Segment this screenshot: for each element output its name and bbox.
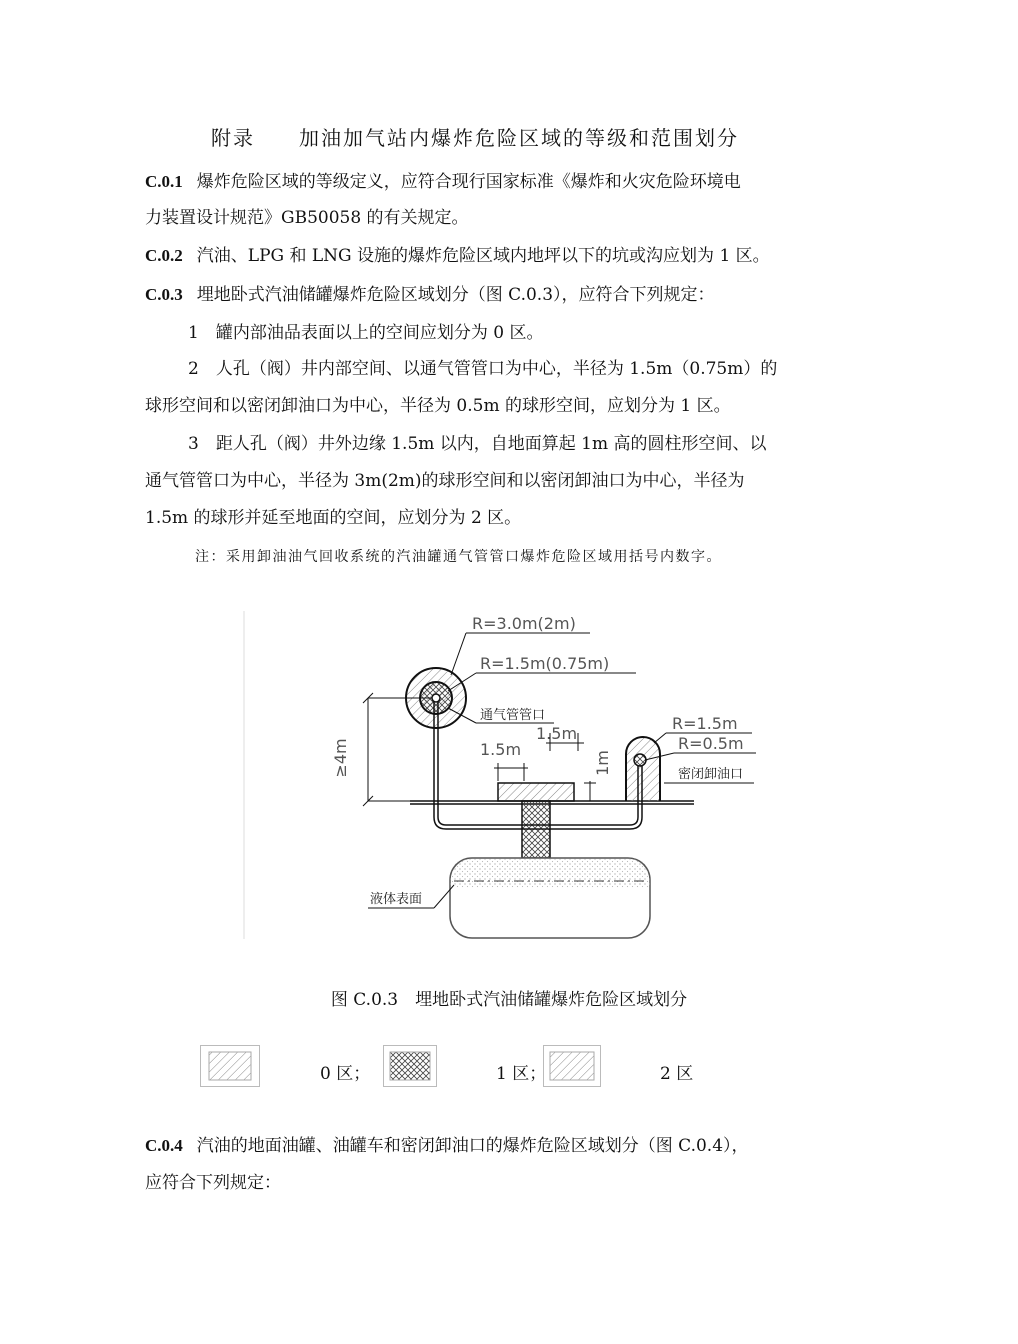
clause-c03-note: 注：采用卸油油气回收系统的汽油罐通气管管口爆炸危险区域用括号内数字。 — [195, 549, 722, 565]
tank-body — [450, 858, 650, 938]
height1-label: 1m — [593, 750, 612, 776]
clause-number: C.0.1 — [145, 172, 183, 191]
legend-zone1: 1 区； — [496, 1064, 547, 1084]
clause-c03-item1: 1 罐内部油品表面以上的空间应划分为 0 区。 — [188, 323, 544, 343]
legend-swatch-zone2 — [543, 1045, 601, 1087]
manhole-zone — [498, 783, 574, 801]
unload-label: 密闭卸油口 — [678, 767, 744, 782]
width2-label: 1.5m — [536, 724, 578, 743]
r15-label: R=1.5m(0.75m) — [480, 654, 610, 673]
clause-c04-line2: 应符合下列规定： — [145, 1173, 281, 1193]
clause-c03-line1: C.0.3 埋地卧式汽油储罐爆炸危险区域划分（图 C.0.3），应符合下列规定： — [145, 285, 715, 305]
vent-label: 通气管管口 — [480, 708, 546, 723]
clause-c03-item2-line2: 球形空间和以密闭卸油口为中心，半径为 0.5m 的球形空间，应划分为 1 区。 — [145, 396, 731, 416]
clause-c02: C.0.2 汽油、LPG 和 LNG 设施的爆炸危险区域内地坪以下的坑或沟应划为 1 区。 — [145, 246, 770, 266]
clause-c03-item2-line1: 2 人孔（阀）井内部空间、以通气管管口为中心，半径为 1.5m（0.75m）的 — [188, 359, 778, 379]
r3-label: R=3.0m(2m) — [472, 614, 576, 633]
r15b-label: R=1.5m — [672, 714, 738, 733]
unload-port-zones — [626, 737, 660, 817]
clause-c01-line1: C.0.1 爆炸危险区域的等级定义，应符合现行国家标准《爆炸和火灾危险环境电 — [145, 172, 741, 192]
height-label: ≥4m — [331, 738, 350, 778]
clause-c03-item3-line3: 1.5m 的球形并延至地面的空间，应划分为 2 区。 — [145, 508, 522, 528]
page-title: 附录 加油加气站内爆炸危险区域的等级和范围划分 — [211, 126, 739, 150]
legend-swatch-zone0 — [200, 1045, 260, 1087]
figure-caption: 图 C.0.3 埋地卧式汽油储罐爆炸危险区域划分 — [330, 990, 688, 1010]
width1-label: 1.5m — [480, 740, 522, 759]
clause-c03-item3-line2: 通气管管口为中心，半径为 3m(2m)的球形空间和以密闭卸油口为中心，半径为 — [145, 471, 745, 491]
legend-zone0: 0 区； — [320, 1064, 371, 1084]
clause-c01-line2: 力装置设计规范》GB50058 的有关规定。 — [145, 208, 469, 228]
r05-label: R=0.5m — [678, 734, 744, 753]
legend-zone2: 2 区 — [660, 1064, 694, 1084]
tank-hazard-diagram — [244, 603, 744, 948]
clause-number: C.0.2 — [145, 246, 183, 265]
clause-c03-item3-line1: 3 距人孔（阀）井外边缘 1.5m 以内，自地面算起 1m 高的圆柱形空间、以 — [188, 434, 767, 454]
clause-number: C.0.4 — [145, 1136, 183, 1155]
vent-pipe-zones — [406, 668, 466, 817]
clause-number: C.0.3 — [145, 285, 183, 304]
clause-c04-line1: C.0.4 汽油的地面油罐、油罐车和密闭卸油口的爆炸危险区域划分（图 C.0.4）， — [145, 1136, 749, 1156]
legend-swatch-zone1 — [383, 1045, 437, 1087]
liquid-surface-label: 液体表面 — [370, 892, 423, 907]
